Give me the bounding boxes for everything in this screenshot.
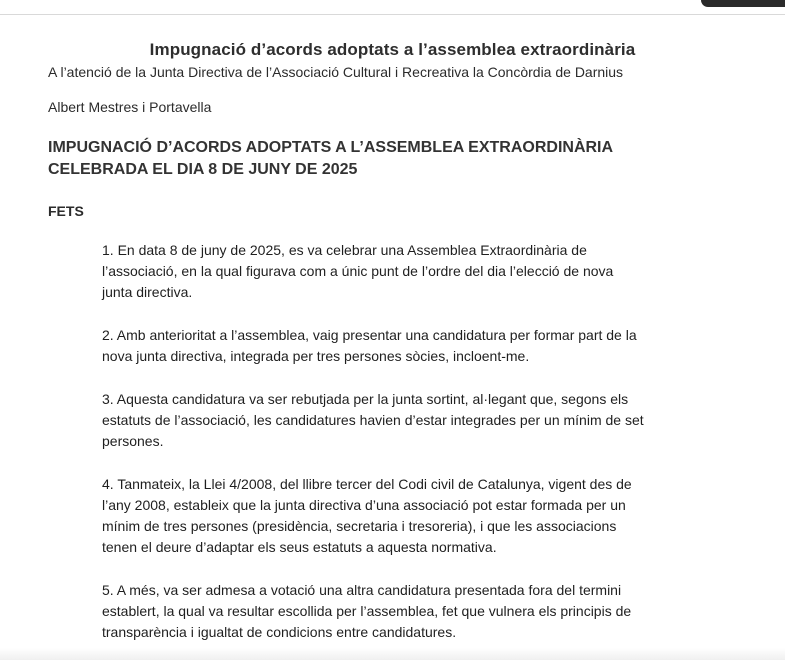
top-divider: [0, 14, 785, 15]
window-corner-tab: [701, 0, 785, 7]
fact-item: [102, 389, 742, 452]
fact-line: 2. Amb anterioritat a l’assemblea, vaig presentar una candidatura per formar part de la: [102, 327, 637, 343]
fact-line: tenen el deure d’adaptar els seus estatuts a aquesta normativa.: [102, 539, 497, 555]
fact-line: junta directiva.: [102, 284, 193, 300]
attention-line: A l’atenció de la Junta Directiva de l’Associació Cultural i Recreativa la Concòrdia de Darnius: [48, 64, 624, 80]
fact-line: establert, la qual va resultar escollida per l’assemblea, fet que vulnera els principis de: [102, 603, 632, 619]
main-heading: [48, 137, 728, 181]
fact-line: persones.: [102, 433, 164, 449]
fact-line: l’associació, en la qual figurava com a únic punt de l’ordre del dia l’elecció de nova: [102, 263, 614, 279]
fact-line: 3. Aquesta candidatura va ser rebutjada per la junta sortint, al·legant que, segons els: [102, 391, 629, 407]
fact-item: [102, 580, 742, 643]
fact-line: estatuts de l’associació, les candidatures havien d’estar integrades per un mínim de set: [102, 412, 644, 428]
author-name: Albert Mestres i Portavella: [48, 99, 212, 115]
main-heading-line: CELEBRADA EL DIA 8 DE JUNY DE 2025: [48, 161, 358, 178]
fact-item: [102, 325, 742, 367]
fact-item: [102, 240, 742, 303]
fact-line: nova junta directiva, integrada per tres persones sòcies, incloent-me.: [102, 348, 530, 364]
fact-line: transparència i igualtat de condicions entre candidatures.: [102, 624, 457, 640]
main-heading-line: IMPUGNACIÓ D’ACORDS ADOPTATS A L’ASSEMBLEA EXTRAORDINÀRIA: [48, 139, 614, 156]
fact-line: 4. Tanmateix, la Llei 4/2008, del llibre tercer del Codi civil de Catalunya, vigent des de: [102, 476, 632, 492]
fact-line: mínim de tres persones (presidència, secretaria i tresoreria), i que les associacions: [102, 518, 617, 534]
fact-line: 5. A més, va ser admesa a votació una altra candidatura presentada fora del termini: [102, 582, 622, 598]
fact-item: [102, 474, 742, 558]
document-title: Impugnació d’acords adoptats a l’assemblea extraordinària: [149, 40, 636, 59]
bottom-edge-shadow: [0, 648, 785, 660]
section-heading-facts: FETS: [48, 203, 84, 219]
facts-list: [102, 240, 742, 660]
fact-line: 1. En data 8 de juny de 2025, es va celebrar una Assemblea Extraordinària de: [102, 242, 587, 258]
fact-line: l’any 2008, estableix que la junta directiva d’una associació pot estar formada per un: [102, 497, 626, 513]
